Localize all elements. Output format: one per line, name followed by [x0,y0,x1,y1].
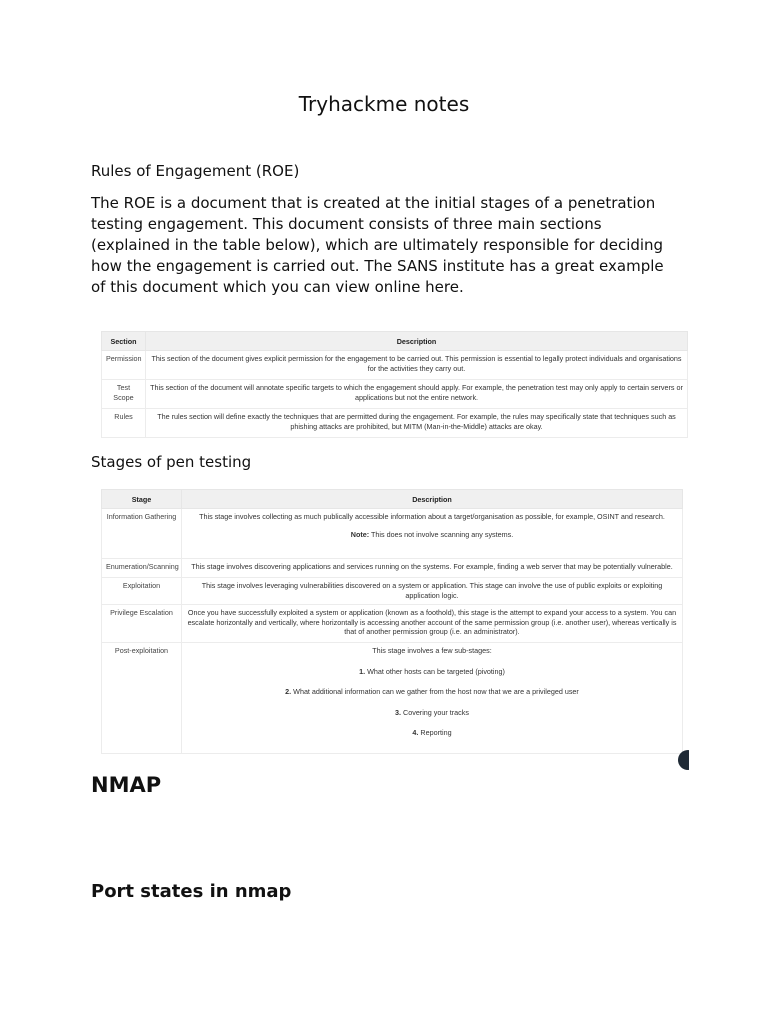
description-cell: This section of the document will annotate specific targets to which the engagement should apply. For example, the penetration test may only apply to certain servers or applications but not the entire network. [146,380,688,409]
table-header-row [102,332,688,351]
port-states-heading: Port states in nmap [91,881,292,902]
roe-table-image [101,331,688,438]
roe-paragraph: The ROE is a document that is created at the initial stages of a penetration testing engagement. This document consists of three main sections (explained in the table below), which are ultimately responsible for deciding how the engagement is carried out. The SANS institute has a great example of this document which you can view online here. [91,194,664,296]
stage-cell: Enumeration/Scanning [102,559,182,578]
table-row [102,380,688,409]
stage-cell: Exploitation [102,578,182,605]
description-cell: This stage involves leveraging vulnerabilities discovered on a system or application. This stage can involve the use of public exploits or exploiting application logic. [182,578,683,605]
description-cell: The rules section will define exactly the techniques that are permitted during the engagement. For example, the rules may specifically state that techniques such as phishing attacks are prohibited, but MITM (Man-in-the-Middle) attacks are okay. [146,409,688,438]
substep-number: 3. [395,707,402,717]
table-row [102,578,683,605]
substep-text: Covering your tracks [403,707,469,717]
substep-text: Reporting [420,728,452,737]
image-edge-mask [689,740,719,780]
stages-table-image [101,489,683,754]
substep-text: What other hosts can be targeted (pivoting) [367,666,505,676]
description-cell: Once you have successfully exploited a system or application (known as a foothold), this stage is the attempt to expand your access to a system. You can escalate horizontally and vertically, where horizontally is accessing another account of the same permission group (i.e. another user), whereas vertically is that of another permission group (i.e. an administrator). [182,605,683,643]
table-row [102,409,688,438]
substep [186,667,678,677]
description-cell: This section of the document gives explicit permission for the engagement to be carried out. This permission is essential to legally protect individuals and organisations for the activities they carry out. [146,351,688,380]
substep-number: 2. [285,687,292,696]
substep-number: 1. [359,666,366,676]
description-text: This stage involves a few sub-stages: [372,646,492,655]
substep-text: What additional information can we gather from the host now that we are a privileged user [293,687,579,696]
table-row [102,509,683,559]
column-header: Description [182,490,683,509]
note-label: Note: [350,529,370,539]
column-header: Description [146,332,688,351]
table-row [102,351,688,380]
stages-heading: Stages of pen testing [91,453,252,471]
description-cell [182,509,683,559]
substep [186,728,678,738]
table-header-row [102,490,683,509]
substep [186,708,678,718]
substep [186,687,678,697]
note-line [186,530,678,540]
description-text: This stage involves collecting as much publically accessible information about a target/organisation as possible, for example, OSINT and research. [199,512,665,521]
substep-number: 4. [412,728,419,737]
stage-cell: Post-exploitation [102,643,182,754]
table-row [102,643,683,754]
section-cell: Test Scope [102,380,146,409]
note-text: This does not involve scanning any systems. [371,529,514,539]
column-header: Stage [102,490,182,509]
nmap-heading: NMAP [91,773,162,797]
document-title: Tryhackme notes [298,92,470,116]
description-cell [182,643,683,754]
section-cell: Rules [102,409,146,438]
table-row [102,559,683,578]
stage-cell: Privilege Escalation [102,605,182,643]
table-row [102,605,683,643]
column-header: Section [102,332,146,351]
stage-cell: Information Gathering [102,509,182,559]
roe-heading: Rules of Engagement (ROE) [91,162,300,180]
description-cell: This stage involves discovering applications and services running on the systems. For example, finding a web server that may be potentially vulnerable. [182,559,683,578]
section-cell: Permission [102,351,146,380]
